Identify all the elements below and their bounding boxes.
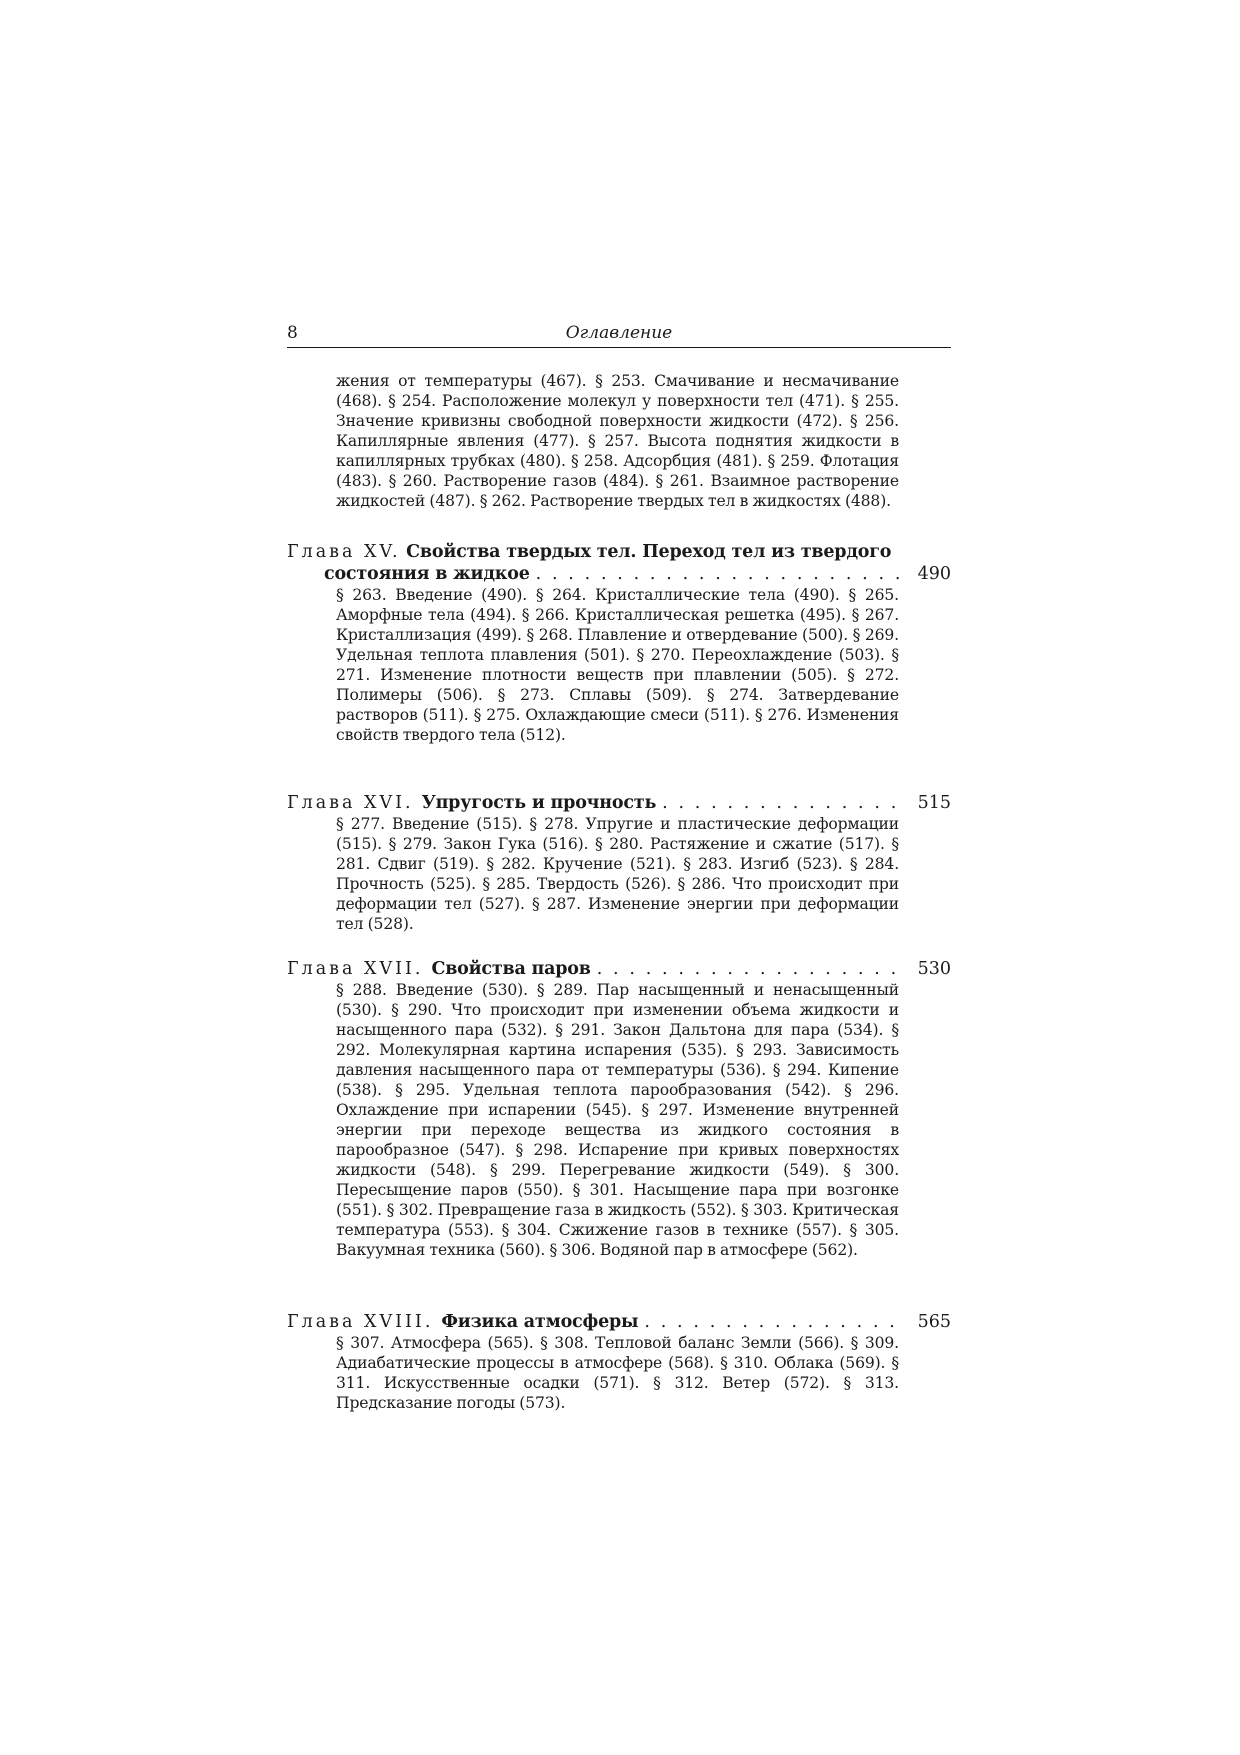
leader-dots — [597, 958, 899, 980]
chapter-18 — [287, 1311, 951, 1413]
page-number: 8 — [287, 323, 298, 343]
chapter-sections: § 263. Введение (490). § 264. Кристаллические тела (490). § 265. Аморфные тела (494). § 266. Кристаллическая решетка (495). § 267. Кристаллизация (499). § 268. Плавление и отвердевание (500). § 269. Удельная теплота плавления (501). § 270. Переохлаждение (503). § 271. Изменение плотности веществ при плавлении (505). § 272. Полимеры (506). § 273. Сплавы (509). § 274. Затвердевание растворов (511). § 275. Охлаждающие смеси (511). § 276. Изменения свойств твердого тела (512). — [336, 586, 899, 744]
chapter-title: Свойства паров — [431, 959, 591, 979]
chapter-title-line2: состояния в жидкое — [324, 564, 530, 584]
chapter-title: Упругость и прочность — [421, 793, 657, 813]
chapter-label: Глава XV. — [287, 542, 401, 562]
chapter-label: Глава XVII. — [287, 959, 424, 979]
chapter-16 — [287, 792, 951, 934]
running-header — [287, 321, 951, 348]
chapter-15 — [287, 541, 951, 745]
chapter-title-line1: Свойства твердых тел. Переход тел из твердого — [406, 542, 892, 562]
chapter-17 — [287, 958, 951, 1260]
chapter-sections: § 277. Введение (515). § 278. Упругие и пластические деформации (515). § 279. Закон Гука (516). § 280. Растяжение и сжатие (517). § 281. Сдвиг (519). § 282. Кручение (521). § 283. Изгиб (523). § 284. Прочность (525). § 285. Твердость (526). § 286. Что происходит при деформации тел (527). § 287. Изменение энергии при деформации тел (528). — [336, 815, 899, 933]
continuation-sections: жения от температуры (467). § 253. Смачивание и несмачивание (468). § 254. Расположение молекул у поверхности тел (471). § 255. Значение кривизны свободной поверхности жидкости (472). § 256. Капиллярные явления (477). § 257. Высота поднятия жидкости в капиллярных трубках (480). § 258. Адсорбция (481). § 259. Флотация (483). § 260. Растворение газов (484). § 261. Взаимное растворение жидкостей (487). § 262. Растворение твердых тел в жидкостях (488). — [336, 372, 899, 510]
chapter-title: Физика атмосферы — [441, 1312, 639, 1332]
chapter-sections: § 288. Введение (530). § 289. Пар насыщенный и ненасыщенный (530). § 290. Что происходит при изменении объема жидкости и насыщенного пара (532). § 291. Закон Дальтона для пара (534). § 292. Молекулярная картина испарения (535). § 293. Зависимость давления насыщенного пара от температуры (536). § 294. Кипение (538). § 295. Удельная теплота парообразования (542). § 296. Охлаждение при испарении (545). § 297. Изменение внутренней энергии при переходе вещества из жидкого состояния в парообразное (547). § 298. Испарение при кривых поверхностях жидкости (548). § 299. Перегревание жидкости (549). § 300. Пересыщение паров (550). § 301. Насыщение пара при возгонке (551). § 302. Превращение газа в жидкость (552). § 303. Критическая температура (553). § 304. Сжижение газов в технике (557). § 305. Вакуумная техника (560). § 306. Водяной пар в атмосфере (562). — [336, 981, 899, 1259]
chapter-page-number: 490 — [917, 564, 951, 584]
leader-dots — [662, 792, 899, 814]
leader-dots — [536, 563, 899, 585]
chapter-label: Глава XVIII. — [287, 1312, 434, 1332]
chapter-page-number: 565 — [917, 1312, 951, 1332]
leader-dots — [644, 1311, 899, 1333]
chapter-page-number: 515 — [917, 793, 951, 813]
running-title: Оглавление — [565, 323, 673, 343]
chapter-label: Глава XVI. — [287, 793, 414, 813]
chapter-page-number: 530 — [917, 959, 951, 979]
chapter-sections: § 307. Атмосфера (565). § 308. Тепловой баланс Земли (566). § 309. Адиабатические процессы в атмосфере (568). § 310. Облака (569). § 311. Искусственные осадки (571). § 312. Ветер (572). § 313. Предсказание погоды (573). — [336, 1334, 899, 1412]
